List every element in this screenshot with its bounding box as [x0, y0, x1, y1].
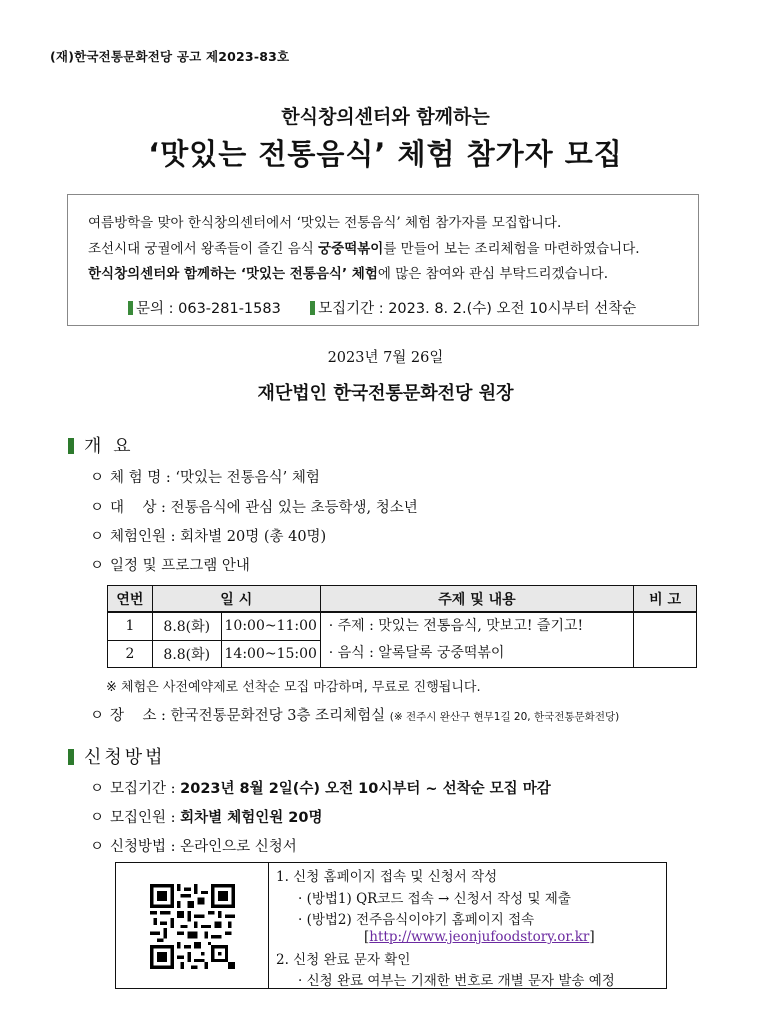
section-heading: 신청방법: [84, 747, 166, 768]
cell-no: 2: [108, 640, 153, 668]
item-text: 신청방법 : 온라인으로 신청서: [110, 839, 297, 855]
table-header-row: [108, 586, 697, 613]
apply-period: [90, 777, 551, 798]
cell-note: [634, 612, 697, 668]
page-subtitle: 한식창의센터와 함께하는: [281, 106, 490, 128]
item-label: 모집기간 :: [110, 781, 181, 797]
overview-people: [90, 525, 326, 546]
contact-row: [128, 297, 636, 318]
intro-text: 에 많은 참여와 관심 부탁드리겠습니다.: [377, 266, 609, 282]
overview-target: [90, 496, 418, 517]
apply-method: [90, 835, 297, 856]
table-row: [108, 612, 697, 640]
step-2a: · 신청 완료 여부는 기재한 번호로 개별 문자 발송 예정: [298, 973, 615, 989]
section-marker-icon: [68, 438, 74, 454]
intro-line-2: [88, 237, 640, 257]
intro-highlight: 궁중떡볶이: [318, 241, 384, 257]
page-title: ‘맛있는 전통음식’ 체험 참가자 모집: [148, 137, 623, 171]
cell-content: [320, 612, 634, 668]
section-apply: [68, 743, 166, 769]
cell-time: 14:00~15:00: [221, 640, 320, 668]
intro-line-1: 여름방학을 맞아 한식창의센터에서 ‘맛있는 전통음식’ 체험 참가자를 모집합니다.: [88, 215, 562, 231]
intro-highlight: 한식창의센터와 함께하는 ‘맛있는 전통음식’ 체험: [88, 266, 378, 282]
notice-number: (재)한국전통문화전당 공고 제2023-83호: [50, 49, 290, 64]
cell-time: 10:00~11:00: [221, 612, 320, 640]
apply-people: [90, 806, 322, 827]
homepage-link-wrapper: [http://www.jeonjufoodstory.or.kr]: [364, 929, 595, 945]
item-text: 대 상 : 전통음식에 관심 있는 초등학생, 청소년: [110, 500, 418, 516]
step-1: 1. 신청 홈페이지 접속 및 신청서 작성: [276, 869, 498, 885]
bar-marker-icon: [128, 301, 133, 315]
content-food: · 음식 : 알록달록 궁중떡볶이: [328, 645, 505, 661]
step-1b: · (방법2) 전주음식이야기 홈페이지 접속: [298, 912, 535, 928]
item-label: 모집인원 :: [110, 810, 181, 826]
section-heading: 개 요: [84, 436, 134, 457]
bullet-icon: ㅇ: [90, 500, 105, 516]
bullet-icon: ㅇ: [90, 470, 105, 486]
place-address: (※ 전주시 완산구 현무1길 20, 한국전통문화전당): [389, 711, 620, 723]
overview-name: [90, 466, 320, 487]
recruit-period: 모집기간 : 2023. 8. 2.(수) 오전 10시부터 선착순: [318, 301, 637, 317]
item-text: 일정 및 프로그램 안내: [110, 558, 250, 574]
cell-no: 1: [108, 612, 153, 640]
overview-schedule: [90, 554, 250, 575]
step-2: 2. 신청 완료 문자 확인: [276, 952, 411, 968]
section-overview: [68, 432, 134, 458]
item-value: 회차별 체험인원 20명: [180, 810, 323, 826]
item-text: 장 소 : 한국전통문화전당 3층 조리체험실: [110, 708, 386, 724]
intro-box: [67, 194, 699, 326]
item-text: 체험인원 : 회차별 20명 (총 40명): [110, 529, 327, 545]
bullet-icon: ㅇ: [90, 781, 105, 797]
apply-steps-box: [115, 862, 667, 989]
col-header-note: 비 고: [634, 586, 697, 613]
schedule-table: [107, 585, 697, 668]
content-topic: · 주제 : 맛있는 전통음식, 맛보고! 즐기고!: [328, 618, 584, 634]
announce-date: 2023년 7월 26일: [327, 350, 444, 366]
col-header-no: 연번: [108, 586, 153, 613]
intro-text: 를 만들어 보는 조리체험을 마련하였습니다.: [383, 241, 640, 257]
section-marker-icon: [68, 749, 74, 765]
bullet-icon: ㅇ: [90, 529, 105, 545]
reservation-note: ※ 체험은 사전예약제로 선착순 모집 마감하며, 무료로 진행됩니다.: [106, 680, 481, 695]
cell-date: 8.8(화): [152, 640, 221, 668]
qr-code-icon[interactable]: [150, 884, 235, 969]
contact-phone: 문의 : 063-281-1583: [136, 301, 281, 317]
organization-name: 재단법인 한국전통문화전당 원장: [257, 383, 514, 404]
col-header-content: 주제 및 내용: [320, 586, 634, 613]
intro-line-3: [88, 262, 608, 282]
step-1a: · (방법1) QR코드 접속 → 신청서 작성 및 제출: [298, 891, 571, 907]
overview-place: [90, 704, 619, 725]
item-text: 체 험 명 : ‘맛있는 전통음식’ 체험: [110, 470, 320, 486]
item-value: 2023년 8월 2일(수) 오전 10시부터 ~ 선착순 모집 마감: [180, 781, 551, 797]
homepage-link[interactable]: http://www.jeonjufoodstory.or.kr: [369, 929, 590, 945]
cell-date: 8.8(화): [152, 612, 221, 640]
intro-text: 조선시대 궁궐에서 왕족들이 즐긴 음식: [88, 241, 319, 257]
bar-marker-icon: [310, 301, 315, 315]
bullet-icon: ㅇ: [90, 708, 105, 724]
bullet-icon: ㅇ: [90, 810, 105, 826]
qr-cell: [116, 863, 269, 988]
col-header-datetime: 일 시: [152, 586, 320, 613]
bullet-icon: ㅇ: [90, 839, 105, 855]
bullet-icon: ㅇ: [90, 558, 105, 574]
